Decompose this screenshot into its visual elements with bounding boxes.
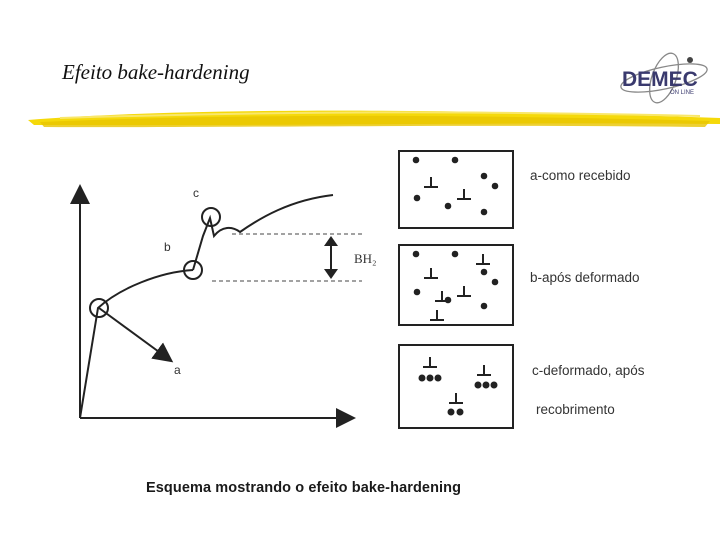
box-a-atoms	[413, 157, 498, 215]
box-c-label-line2: recobrimento	[536, 402, 615, 417]
reloading-curve	[193, 195, 333, 270]
demec-logo	[618, 50, 718, 110]
logo-subtext: ON LINE	[670, 90, 695, 96]
diagram-caption: Esquema mostrando o efeito bake-hardening	[146, 480, 462, 496]
atom-orbit-icon	[618, 50, 718, 110]
unloading-arrow	[99, 308, 170, 360]
logo-text: DEMEC	[622, 68, 698, 91]
slide-title: Efeito bake-hardening	[62, 60, 250, 84]
box-c-label-line1: c-deformado, após	[532, 363, 645, 378]
box-a-label: a-como recebido	[530, 168, 631, 183]
box-b-atoms	[413, 251, 498, 320]
curve-label-a: a	[174, 363, 181, 377]
box-c-atoms	[419, 357, 497, 415]
curve-label-c: c	[193, 186, 199, 200]
bake-hardening-diagram	[0, 130, 720, 540]
stress-strain-curve	[80, 270, 193, 418]
box-b-label: b-após deformado	[530, 270, 640, 285]
bh2-label: BH₂	[354, 251, 377, 266]
curve-label-b: b	[164, 240, 171, 254]
